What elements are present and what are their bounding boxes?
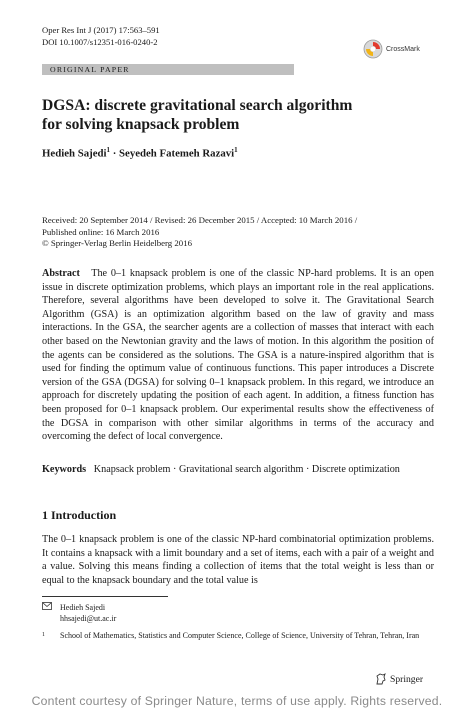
- article-title: [42, 96, 432, 134]
- crossmark-icon: [363, 39, 383, 59]
- springer-horse-icon: [375, 673, 387, 685]
- abstract-label: Abstract: [42, 268, 80, 279]
- corresponding-author-name: Hedieh Sajedi: [60, 603, 106, 612]
- section-body: The 0–1 knapsack problem is one of the classic NP-hard combinatorial optimization problems. It contains a knapsack with a limit boundary and a set of items, each with a pair of a weight and a value. Solving this means finding a collection of items that the total weight is less than or equal to the knapsack boundary and the total value is: [42, 534, 434, 586]
- corresponding-author-footnote: [42, 602, 432, 626]
- abstract-block: [42, 267, 434, 444]
- corresponding-author-email[interactable]: hhsajedi@ut.ac.ir: [60, 614, 117, 623]
- author-affil-mark: 1: [234, 146, 238, 154]
- affiliation-mark: 1: [42, 632, 45, 638]
- article-history: [42, 215, 432, 250]
- title-line-2: for solving knapsack problem: [42, 116, 240, 133]
- author-affil-mark: 1: [106, 146, 110, 154]
- journal-meta: [42, 24, 160, 48]
- crossmark-badge[interactable]: [363, 38, 420, 60]
- affiliation-text: School of Mathematics, Statistics and Computer Science, College of Science, University of Tehran, Tehran, Iran: [60, 631, 420, 640]
- article-type-band: ORIGINAL PAPER: [42, 64, 294, 75]
- journal-citation: Oper Res Int J (2017) 17:563–591: [42, 25, 160, 35]
- author-name[interactable]: Seyedeh Fatemeh Razavi: [119, 147, 235, 160]
- keywords-text: Knapsack problem · Gravitational search algorithm · Discrete optimization: [93, 464, 400, 475]
- published-online: Published online: 16 March 2016: [42, 226, 160, 237]
- footnote-rule: [42, 596, 168, 597]
- crossmark-label: CrossMark: [386, 45, 420, 53]
- envelope-icon: [42, 602, 52, 613]
- title-line-1: DGSA: discrete gravitational search algorithm: [42, 97, 353, 114]
- publisher-name: Springer: [390, 673, 424, 685]
- keywords-block: [42, 463, 434, 477]
- author-name[interactable]: Hedieh Sajedi: [42, 147, 107, 160]
- author-separator: ·: [112, 147, 117, 160]
- courtesy-notice: Content courtesy of Springer Nature, terms of use apply. Rights reserved.: [31, 694, 443, 708]
- keywords-label: Keywords: [42, 464, 87, 475]
- section-heading: 1 Introduction: [42, 508, 117, 522]
- affiliation-footnote: [42, 630, 432, 654]
- publisher-logo: [375, 673, 423, 685]
- author-list: [42, 146, 238, 160]
- doi[interactable]: DOI 10.1007/s12351-016-0240-2: [42, 37, 158, 47]
- abstract-text: The 0–1 knapsack problem is one of the classic NP-hard problems. It is an open issue in discrete optimization problems, which plays an important role in the real applications. Therefore, several algorithms have been developed to solve it. The Gravitational Search Algorithm (GSA) is an optimization algorithm based on the law of gravity and mass interactions. In the GSA, the searcher agents are a collection of masses that interact with each other based on the Newtonian gravity and the laws of motion. In this algorithm the position of the agents can be considered as the solutions. The GSA is a nature-inspired algorithm that is used for finding the optimum value of continuous functions. This paper introduces a Discrete version of the GSA (DGSA) for solving 0–1 knapsack problem. In this regard, we introduce an approach for discretely updating the position of each agent. In addition, a fitness function has been proposed for 0–1 knapsack problem. Our experimental results show the effectiveness of the DGSA in comparison with other similar algorithms in terms of the accuracy and overcoming the defect of local convergence.: [42, 268, 434, 443]
- copyright: © Springer-Verlag Berlin Heidelberg 2016: [42, 238, 192, 249]
- history-dates: Received: 20 September 2014 / Revised: 26 December 2015 / Accepted: 10 March 2016 /: [42, 215, 358, 225]
